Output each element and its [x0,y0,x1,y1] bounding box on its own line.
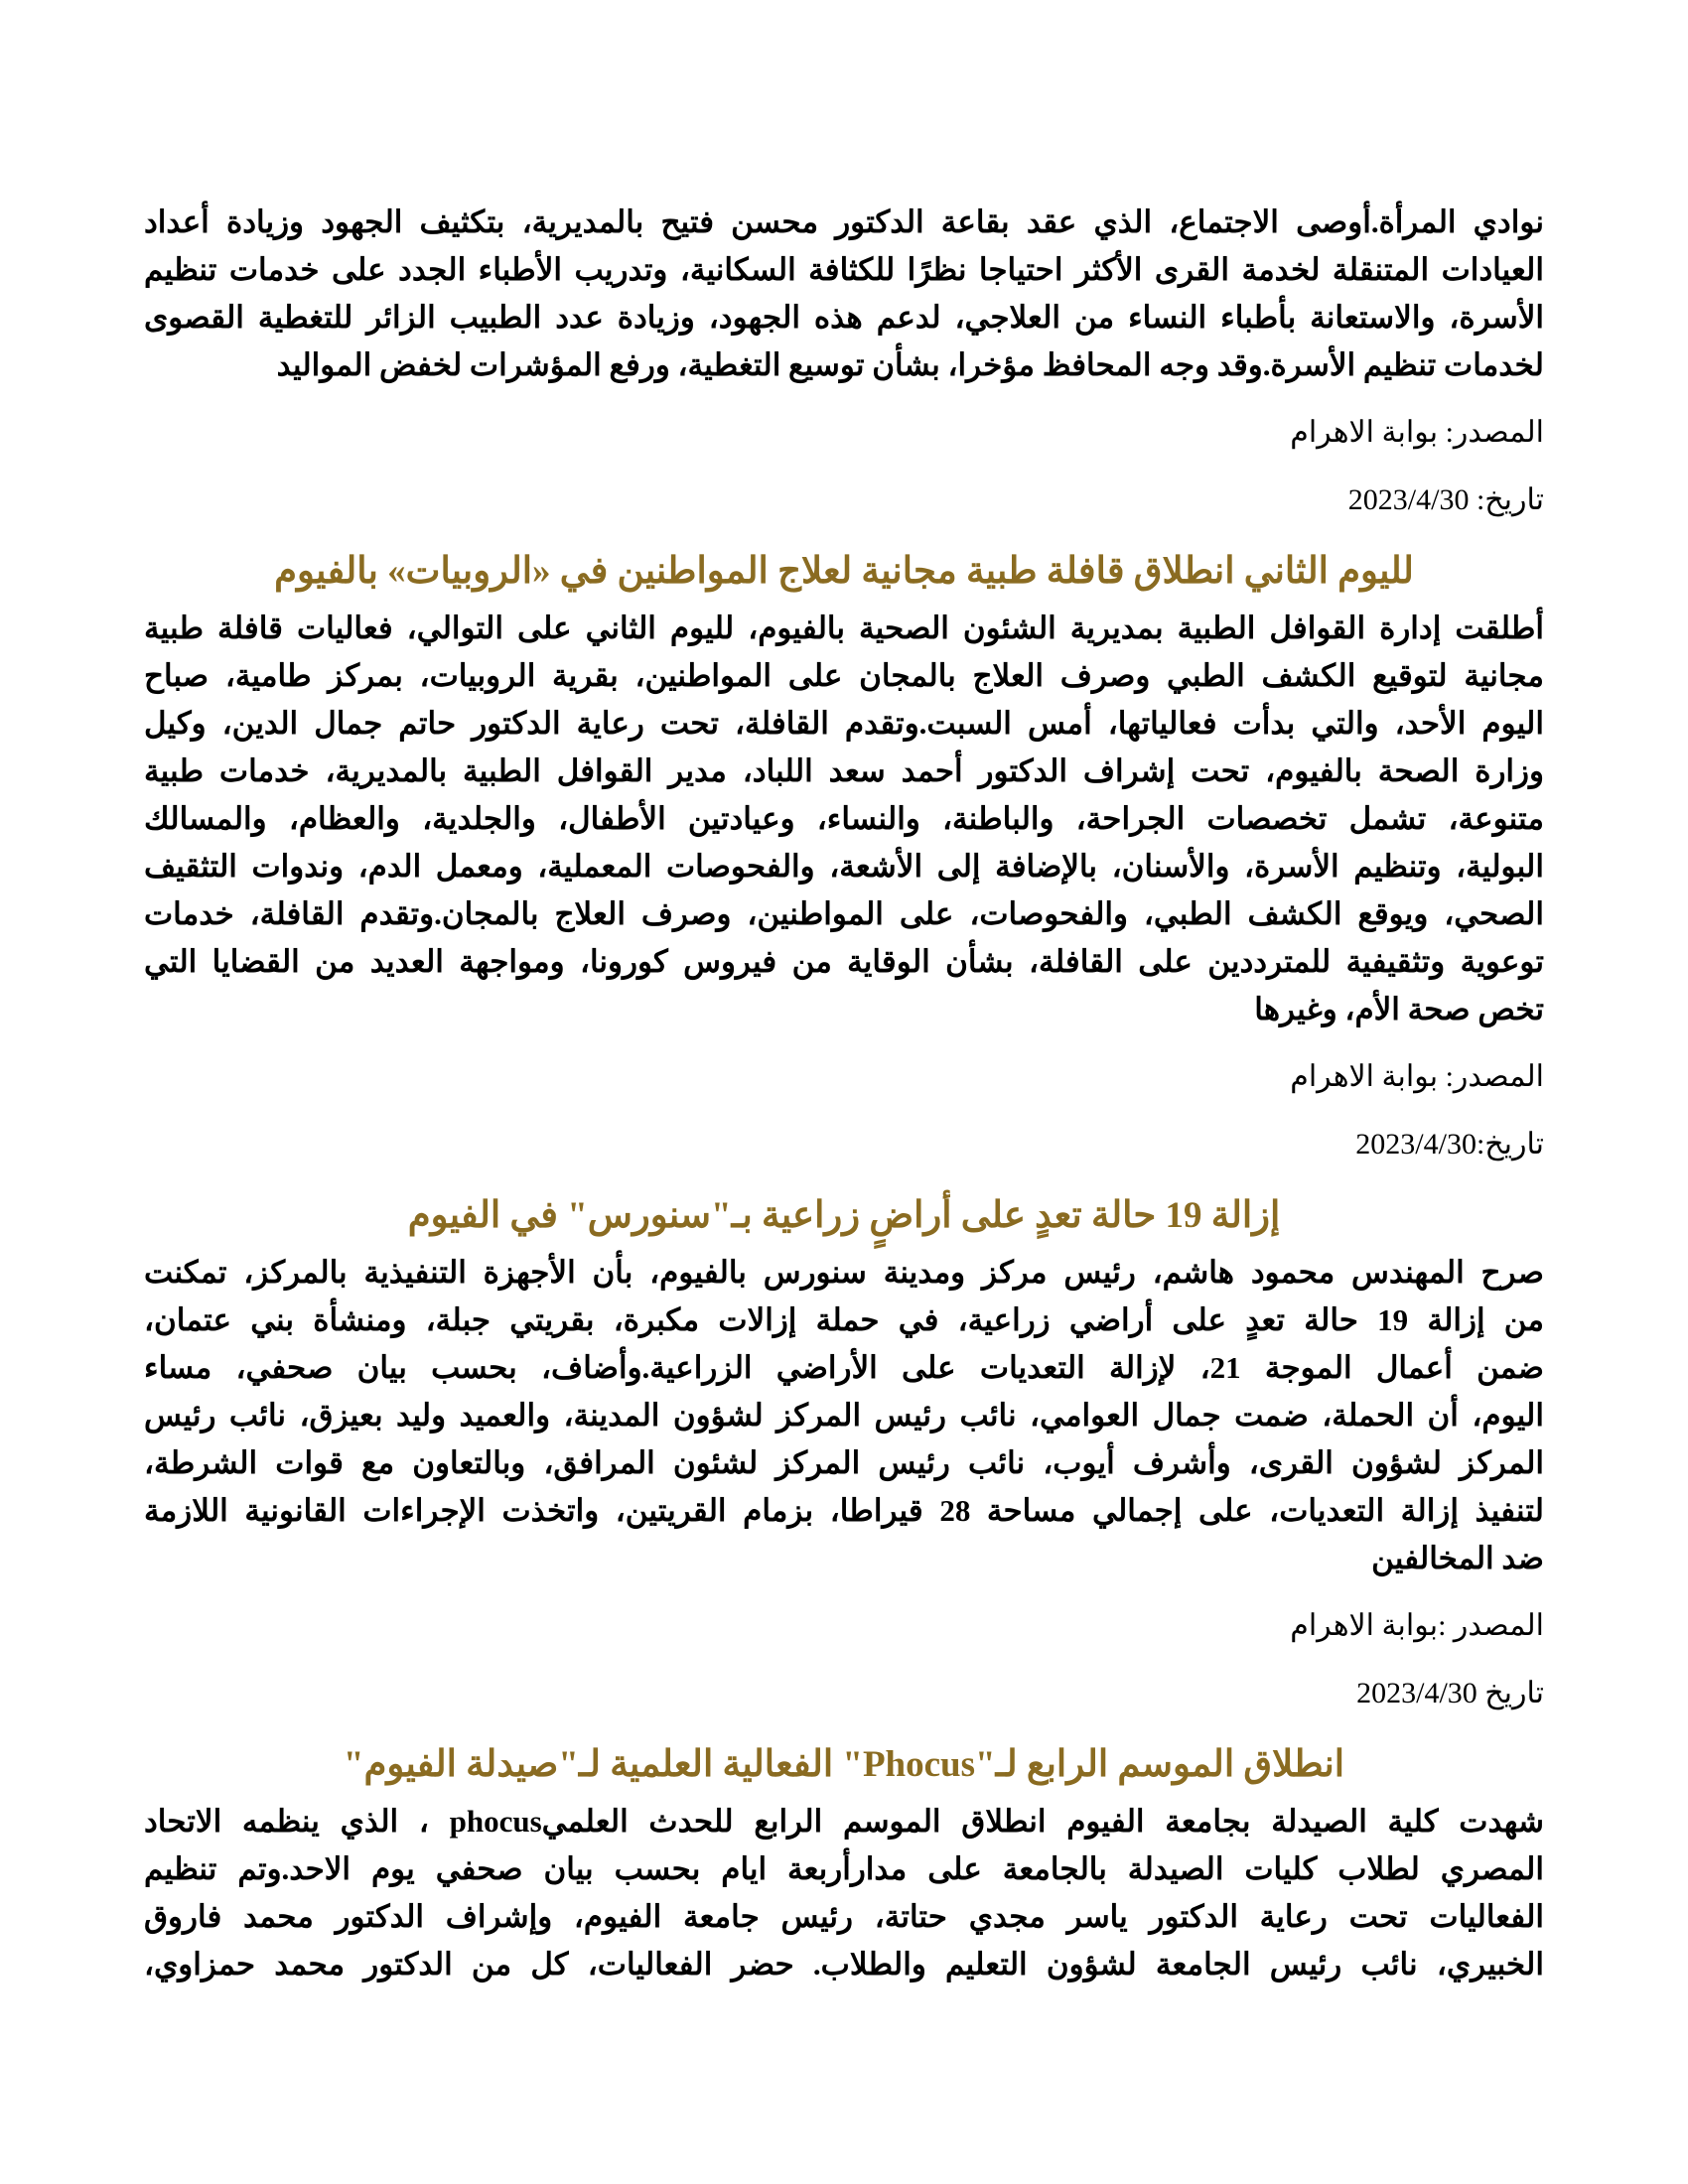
date-line: تاريخ 2023/4/30 [1356,1677,1544,1709]
text-line: المركز لشؤون القرى، وأشرف أيوب، نائب رئيس المركز لشئون المرافق، وبالتعاون مع قوات الشرطة، [144,1445,1544,1480]
source-line: المصدر: بوابة الاهرام [1290,1060,1544,1093]
text-line: نوادي المرأة.أوصى الاجتماع، الذي عقد بقاعة الدكتور محسن فتيح بالمديرية، بتكثيف الجهود وزيادة أعداد [144,205,1544,239]
body-paragraph [144,605,1544,1033]
text-line: المصري لطلاب كليات الصيدلة بالجامعة على مدارأربعة ايام بحسب بيان صحفي يوم الاحد.وتم تنظيم [144,1851,1544,1886]
article-headline: لليوم الثاني انطلاق قافلة طبية مجانية لعلاج المواطنين في «الروبيات» بالفيوم [274,551,1414,592]
text-line: العيادات المتنقلة لخدمة القرى الأكثر احتياجا نظرًا للكثافة السكانية، وتدريب الأطباء الجدد على خدمات تنظيم [144,252,1544,287]
text-line: البولية، وتنظيم الأسرة، والأسنان، بالإضافة إلى الأشعة، والفحوصات المعملية، ومعمل الدم، وندوات التثقيف [144,849,1544,884]
text-line: الخبيري، نائب رئيس الجامعة لشؤون التعليم والطلاب. حضر الفعاليات، كل من الدكتور محمد حمزاوي، [144,1947,1544,1981]
source-line: المصدر: بوابة الاهرام [1290,416,1544,449]
body-paragraph [144,199,1544,389]
text-line: وزارة الصحة بالفيوم، تحت إشراف الدكتور أحمد سعد اللباد، مدير القوافل الطبية بالمديرية، خدمات طبية [144,753,1544,788]
text-line: أطلقت إدارة القوافل الطبية بمديرية الشئون الصحية بالفيوم، لليوم الثاني على التوالي، فعاليات قافلة طبية [144,611,1544,645]
article-headline: إزالة 19 حالة تعدٍ على أراضٍ زراعية بـ"سنورس" في الفيوم [407,1195,1281,1236]
text-line: ضد المخالفين [1371,1541,1544,1575]
date-line: تاريخ: 2023/4/30 [1347,483,1544,516]
text-line: الأسرة، والاستعانة بأطباء النساء من العلاجي، لدعم هذه الجهود، وزيادة عدد الطبيب الزائر للتغطية القصوى [144,300,1544,335]
text-line: شهدت كلية الصيدلة بجامعة الفيوم انطلاق الموسم الرابع للحدث العلميphocus ، الذي ينظمه الاتحاد [144,1804,1544,1839]
text-line: من إزالة 19 حالة تعدٍ على أراضي زراعية، في حملة إزالات مكبرة، بقريتي جبلة، ومنشأة بني عتمان، [144,1302,1545,1337]
text-line: الفعاليات تحت رعاية الدكتور ياسر مجدي حتاتة، رئيس جامعة الفيوم، وإشراف الدكتور محمد فاروق [144,1899,1544,1934]
text-line: صرح المهندس محمود هاشم، رئيس مركز ومدينة سنورس بالفيوم، بأن الأجهزة التنفيذية بالمركز، تمكنت [144,1255,1544,1290]
source-line: المصدر :بوابة الاهرام [1290,1609,1544,1642]
body-paragraph [144,1798,1544,1988]
text-line: الصحي، ويوقع الكشف الطبي، والفحوصات، على المواطنين، وصرف العلاج بالمجان.وتقدم القافلة، خدمات [144,896,1544,931]
article-headline: انطلاق الموسم الرابع لـ"Phocus" الفعالية العلمية لـ"صيدلة الفيوم" [343,1744,1345,1785]
text-line: اليوم، أن الحملة، ضمت جمال العوامي، نائب رئيس المركز لشؤون المدينة، والعميد وليد بعيزق، نائب رئيس [144,1398,1544,1433]
text-line: متنوعة، تشمل تخصصات الجراحة، والباطنة، والنساء، وعيادتين الأطفال، والجلدية، والعظام، والمسالك [144,801,1544,836]
article-phocus-event [144,1737,1544,1988]
article-encroachment-removal [144,1188,1544,1717]
text-line: لتنفيذ إزالة التعديات، على إجمالي مساحة 28 قيراطا، بزمام القريتين، واتخذت الإجراءات القانونية اللازمة [144,1493,1544,1528]
text-line: توعوية وتثقيفية للمترددين على القافلة، بشأن الوقاية من فيروس كورونا، ومواجهة العديد من القضايا التي [144,944,1544,979]
page-content [144,199,1544,1988]
body-paragraph [144,1249,1544,1582]
article-continuation [144,199,1544,524]
text-line: ضمن أعمال الموجة 21، لإزالة التعديات على الأراضي الزراعية.وأضاف، بحسب بيان صحفي، مساء [144,1350,1544,1385]
text-line: لخدمات تنظيم الأسرة.وقد وجه المحافظ مؤخرا، بشأن توسيع التغطية، ورفع المؤشرات لخفض المواليد [276,347,1544,382]
text-line: مجانية لتوقيع الكشف الطبي وصرف العلاج بالمجان على المواطنين، بقرية الروبيات، بمركز طامية، صباح [144,658,1544,693]
text-line: تخص صحة الأم، وغيرها [1254,992,1544,1026]
text-line: اليوم الأحد، والتي بدأت فعالياتها، أمس السبت.وتقدم القافلة، تحت رعاية الدكتور حاتم جمال الدين، وكيل [144,706,1544,741]
date-line: تاريخ:2023/4/30 [1355,1128,1544,1160]
article-medical-convoy [144,544,1544,1168]
